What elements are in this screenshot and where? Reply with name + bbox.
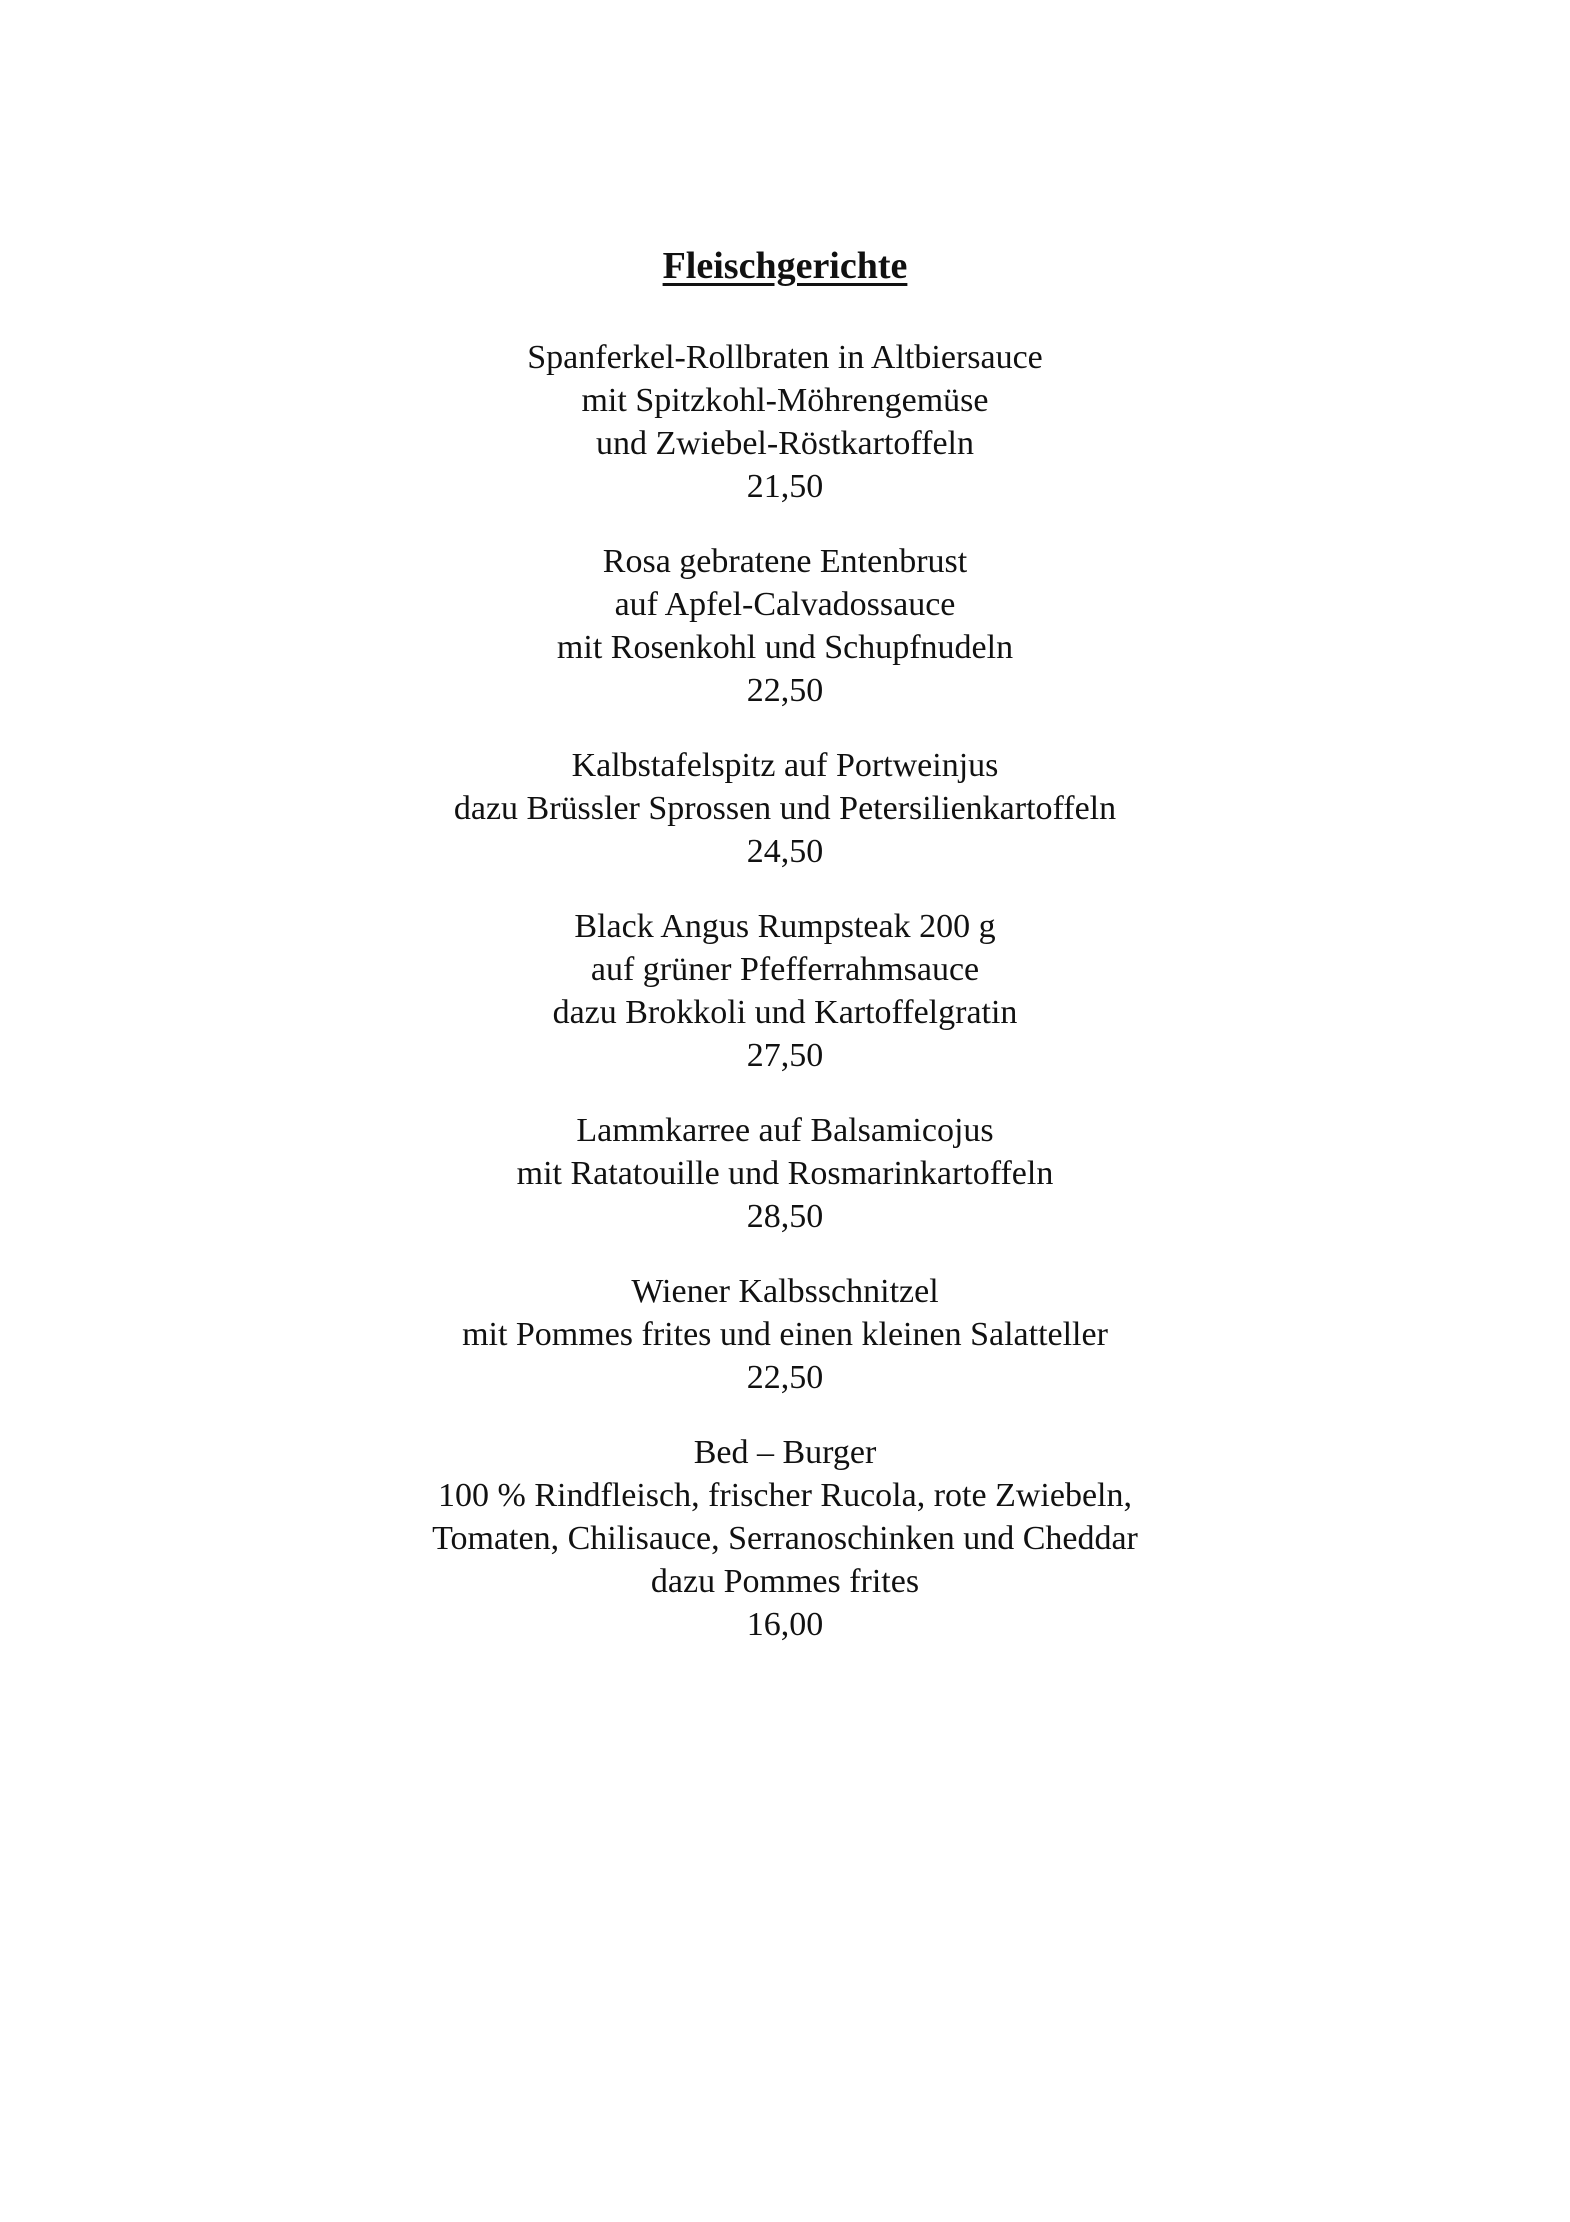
dish-price: 24,50 — [746, 833, 824, 870]
dish-line: Black Angus Rumpsteak 200 g — [574, 908, 996, 945]
dish-line: Tomaten, Chilisauce, Serranoschinken und Cheddar — [432, 1520, 1138, 1557]
dish-line: und Zwiebel-Röstkartoffeln — [595, 425, 974, 462]
dish-price: 16,00 — [746, 1606, 824, 1643]
dish-item — [0, 1431, 1570, 1646]
dish-line: dazu Brüssler Sprossen und Petersilienkartoffeln — [453, 790, 1117, 827]
dish-item — [0, 905, 1570, 1077]
dish-line: mit Ratatouille und Rosmarinkartoffeln — [516, 1155, 1054, 1192]
dish-price: 22,50 — [746, 672, 824, 709]
dish-line: Spanferkel-Rollbraten in Altbiersauce — [527, 339, 1043, 376]
dish-line: Bed – Burger — [693, 1434, 877, 1471]
dish-line: Kalbstafelspitz auf Portweinjus — [571, 747, 999, 784]
menu-title: Fleischgerichte — [662, 245, 908, 287]
dish-item — [0, 1109, 1570, 1238]
dish-item — [0, 1270, 1570, 1399]
dish-line: mit Rosenkohl und Schupfnudeln — [556, 629, 1014, 666]
dish-line: mit Spitzkohl-Möhrengemüse — [581, 382, 989, 419]
dish-line: mit Pommes frites und einen kleinen Salatteller — [462, 1316, 1108, 1353]
dish-line: dazu Pommes frites — [650, 1563, 920, 1600]
dish-item — [0, 744, 1570, 873]
dish-line: Rosa gebratene Entenbrust — [602, 543, 968, 580]
dish-price: 28,50 — [746, 1198, 824, 1235]
dish-line: auf Apfel-Calvadossauce — [614, 586, 956, 623]
dish-price: 27,50 — [746, 1037, 824, 1074]
dish-line: 100 % Rindfleisch, frischer Rucola, rote Zwiebeln, — [438, 1477, 1132, 1514]
dish-item — [0, 336, 1570, 508]
dish-price: 21,50 — [746, 468, 824, 505]
dish-item — [0, 540, 1570, 712]
dish-line: Wiener Kalbsschnitzel — [631, 1273, 939, 1310]
dish-line: Lammkarree auf Balsamicojus — [576, 1112, 994, 1149]
dish-line: auf grüner Pfefferrahmsauce — [590, 951, 980, 988]
menu-section — [0, 244, 1570, 1678]
dish-line: dazu Brokkoli und Kartoffelgratin — [552, 994, 1018, 1031]
dish-price: 22,50 — [746, 1359, 824, 1396]
